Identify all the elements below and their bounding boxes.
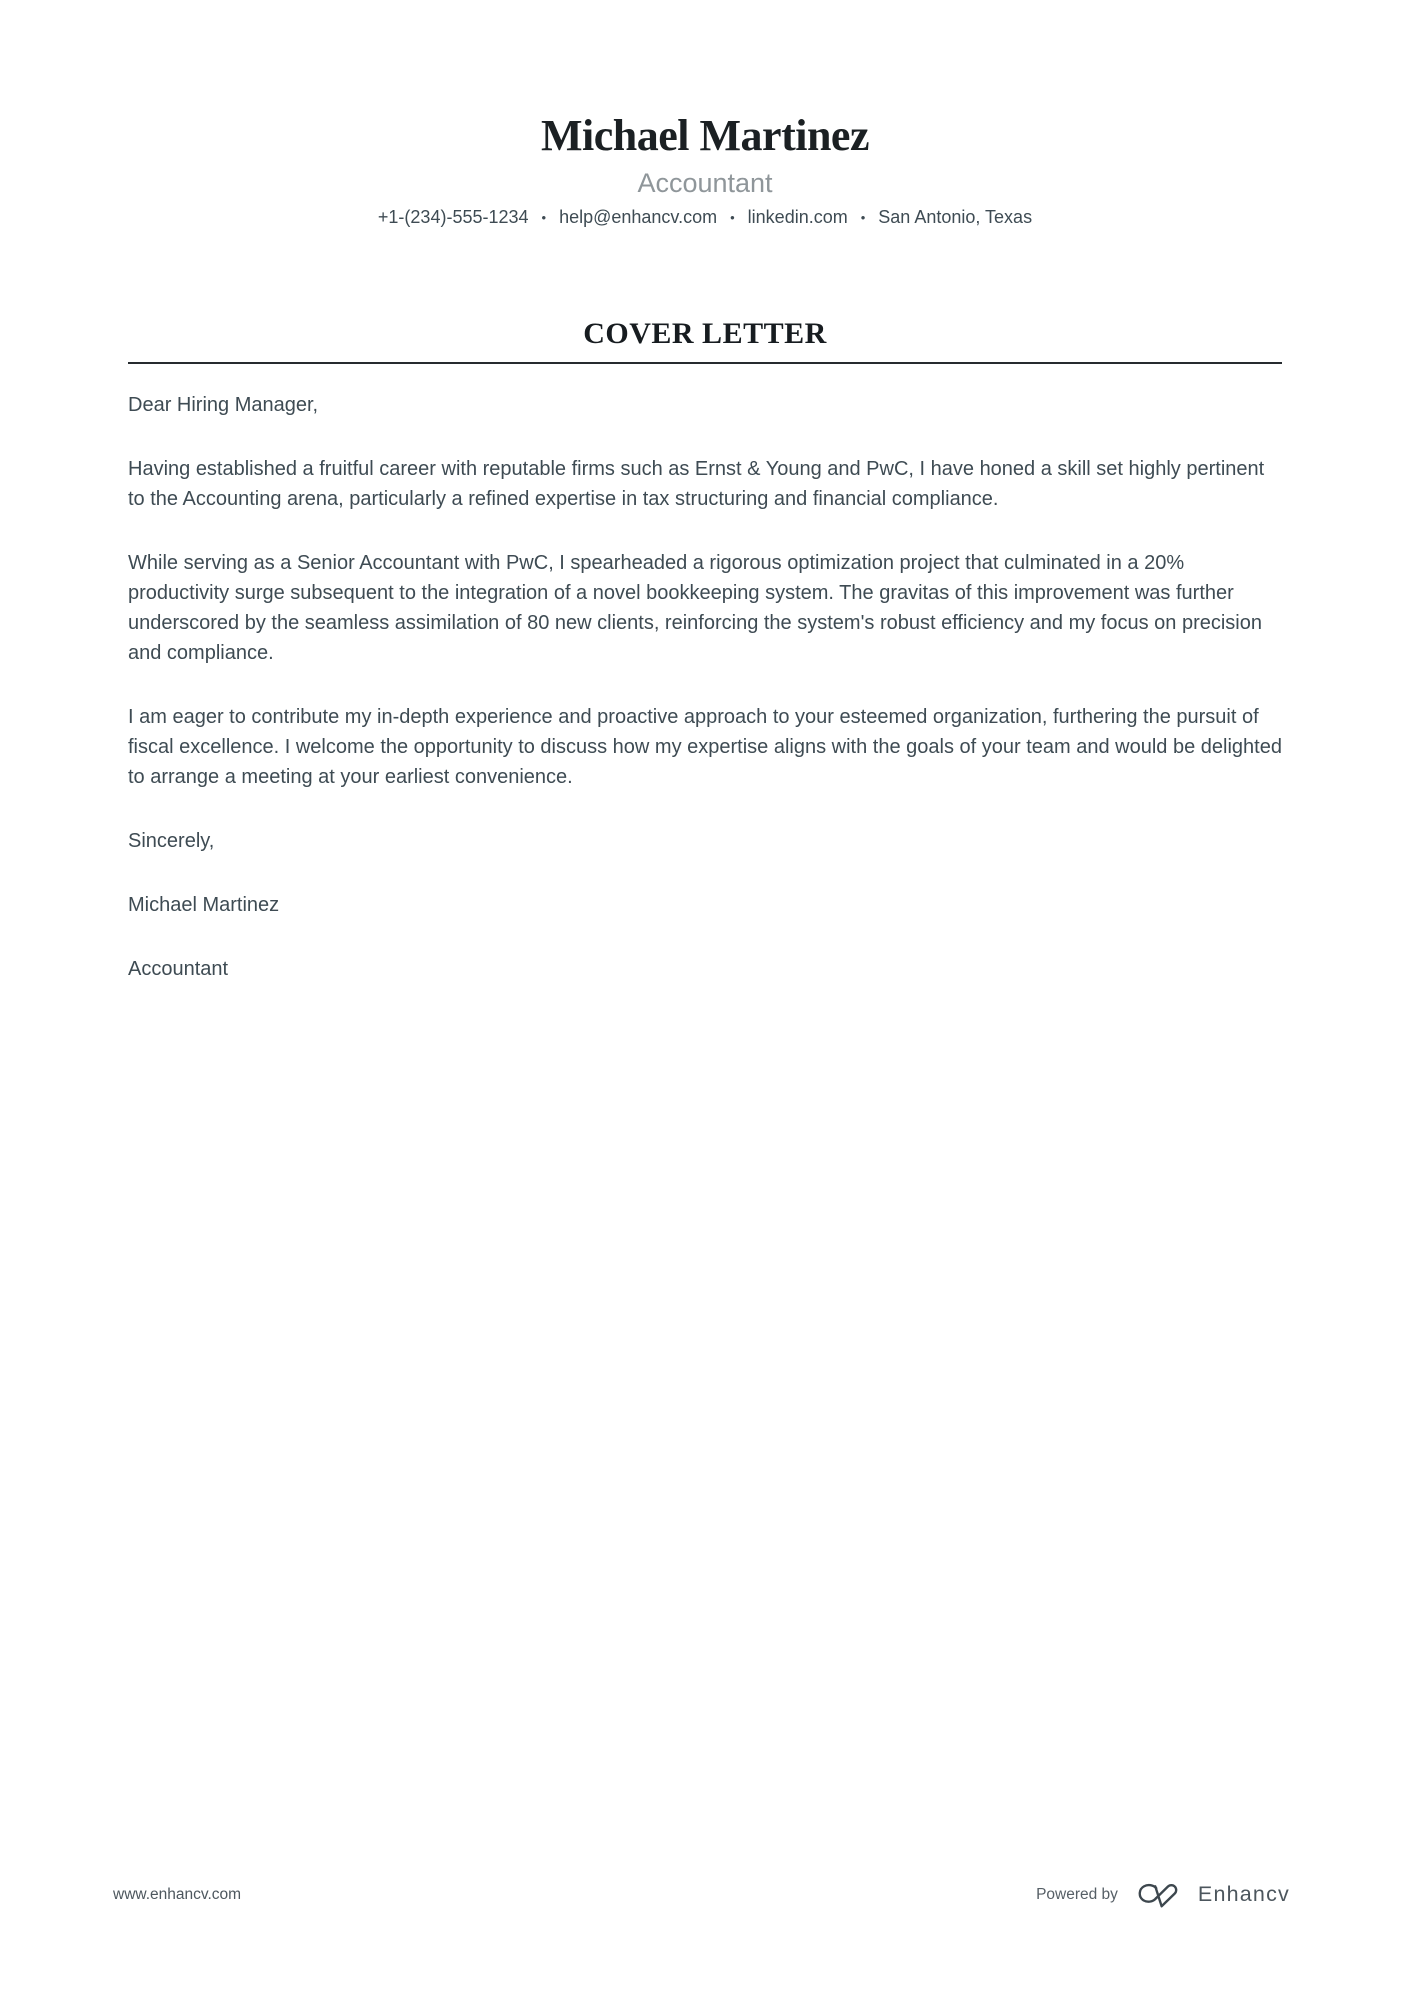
cover-letter-heading: COVER LETTER bbox=[583, 316, 827, 350]
closing-name: Michael Martinez bbox=[128, 893, 280, 916]
footer bbox=[113, 1880, 1290, 1909]
paragraph: While serving as a Senior Accountant with PwC, I spearheaded a rigorous optimization project that culminated in a 20% productivity surge subsequent to the integration of a novel bookkeeping system. The gravitas of this improvement was further underscored by the seamless assimilation of 80 new clients, reinforcing the system's robust efficiency and my focus on precision and compliance. bbox=[128, 551, 1262, 664]
paragraph: Having established a fruitful career with reputable firms such as Ernst & Young and PwC, I have honed a skill set highly pertinent to the Accounting arena, particularly a refined expertise in tax structuring and financial compliance. bbox=[128, 457, 1265, 510]
closing-sincerely: Sincerely, bbox=[128, 829, 215, 852]
enhancv-logo-icon bbox=[1134, 1880, 1182, 1909]
person-title: Accountant bbox=[637, 168, 773, 198]
header bbox=[0, 0, 1410, 228]
footer-website-link: www.enhancv.com bbox=[113, 1885, 242, 1903]
enhancv-wordmark: Enhancv bbox=[1197, 1882, 1290, 1906]
person-name: Michael Martinez bbox=[541, 111, 869, 160]
powered-by-label: Powered by bbox=[1036, 1885, 1118, 1903]
contact-email: help@enhancv.com bbox=[559, 207, 718, 227]
bullet-separator-icon: • bbox=[730, 210, 735, 226]
contact-location: San Antonio, Texas bbox=[878, 207, 1033, 227]
letter-body bbox=[128, 390, 1282, 984]
bullet-separator-icon: • bbox=[860, 210, 866, 226]
heading-rule bbox=[128, 362, 1282, 364]
bullet-separator-icon: • bbox=[541, 210, 547, 226]
closing-role: Accountant bbox=[128, 957, 229, 980]
paragraph: I am eager to contribute my in-depth experience and proactive approach to your esteemed organization, furthering the pursuit of fiscal excellence. I welcome the opportunity to discuss how my expertise aligns with the goals of your team and would be delighted to arrange a meeting at your earliest convenience. bbox=[128, 705, 1282, 788]
salutation: Dear Hiring Manager, bbox=[128, 393, 319, 416]
contact-phone: +1-(234)-555-1234 bbox=[377, 207, 529, 227]
contact-linkedin: linkedin.com bbox=[747, 207, 848, 227]
powered-by bbox=[1036, 1880, 1290, 1909]
contact-row bbox=[0, 208, 1410, 228]
